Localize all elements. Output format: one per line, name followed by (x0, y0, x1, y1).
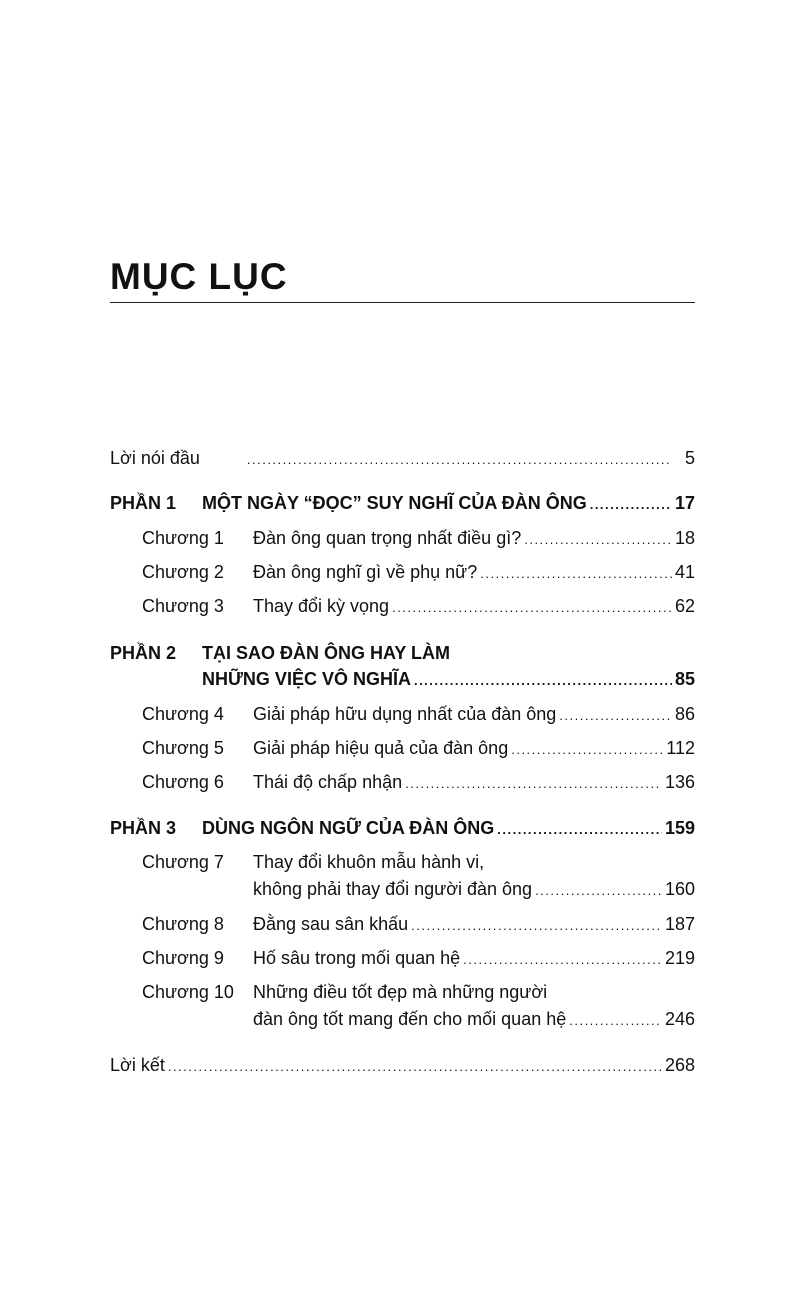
page-number: 17 (674, 493, 695, 513)
dot-leader (569, 1008, 662, 1034)
page-number: 187 (664, 914, 695, 934)
page-title: MỤC LỤC (110, 256, 288, 297)
chapter-title: Đàn ông quan trọng nhất điều gì? (253, 528, 522, 548)
dot-leader (559, 703, 672, 729)
page-number: 62 (674, 596, 695, 616)
page-number: 5 (684, 448, 695, 468)
chapter-title-line-1: Những điều tốt đẹp mà những người (253, 982, 548, 1002)
toc-part-3[interactable] (110, 815, 695, 841)
chapter-title: Giải pháp hiệu quả của đàn ông (253, 738, 509, 758)
page-number: 246 (664, 1009, 695, 1029)
chapter-title-line-2: đàn ông tốt mang đến cho mối quan hệ (253, 1009, 567, 1029)
dot-leader (405, 771, 662, 797)
part-label: PHẦN 2 (110, 643, 177, 663)
page-number: 41 (674, 562, 695, 582)
toc-chapter-5[interactable] (142, 735, 695, 761)
page-number: 159 (664, 818, 695, 838)
chapter-title: Thái độ chấp nhận (253, 772, 403, 792)
chapter-label: Chương 9 (142, 948, 224, 968)
chapter-label: Chương 1 (142, 528, 224, 548)
toc-part-2[interactable] (202, 666, 695, 692)
toc-chapter-7-heading[interactable] (142, 849, 484, 875)
toc-chapter-1[interactable] (142, 525, 695, 551)
toc-chapter-8[interactable] (142, 911, 695, 937)
toc-chapter-6[interactable] (142, 769, 695, 795)
part-title: MỘT NGÀY “ĐỌC” SUY NGHĨ CỦA ĐÀN ÔNG (202, 493, 587, 513)
toc-part-2-heading[interactable] (110, 640, 450, 666)
toc-chapter-10[interactable] (253, 1006, 695, 1032)
page-number: 136 (664, 772, 695, 792)
entry-label: Lời kết (110, 1055, 165, 1075)
chapter-title: Thay đổi kỳ vọng (253, 596, 390, 616)
part-label: PHẦN 3 (110, 818, 177, 838)
toc-entry-afterword[interactable] (110, 1052, 695, 1078)
dot-leader (497, 817, 662, 843)
dot-leader (168, 1054, 662, 1080)
toc-chapter-3[interactable] (142, 593, 695, 619)
chapter-title: Giải pháp hữu dụng nhất của đàn ông (253, 704, 557, 724)
toc-chapter-2[interactable] (142, 559, 695, 585)
chapter-label: Chương 10 (142, 982, 234, 1002)
toc-entry-preface[interactable] (110, 445, 695, 471)
toc-chapter-10-heading[interactable] (142, 979, 547, 1005)
entry-label: Lời nói đầu (110, 448, 200, 468)
page-number: 268 (664, 1055, 695, 1075)
chapter-label: Chương 7 (142, 852, 224, 872)
page-number: 160 (664, 879, 695, 899)
chapter-label: Chương 4 (142, 704, 224, 724)
dot-leader (414, 668, 672, 694)
dot-leader (392, 595, 672, 621)
chapter-label: Chương 3 (142, 596, 224, 616)
part-label: PHẦN 1 (110, 493, 177, 513)
toc-part-1[interactable] (110, 490, 695, 516)
chapter-label: Chương 6 (142, 772, 224, 792)
chapter-label: Chương 2 (142, 562, 224, 582)
chapter-title: Đàn ông nghĩ gì về phụ nữ? (253, 562, 478, 582)
page-number: 85 (674, 669, 695, 689)
table-of-contents (110, 0, 695, 1300)
dot-leader (463, 947, 662, 973)
chapter-label: Chương 5 (142, 738, 224, 758)
toc-chapter-4[interactable] (142, 701, 695, 727)
chapter-title: Hố sâu trong mối quan hệ (253, 948, 461, 968)
dot-leader (247, 447, 672, 473)
dot-leader (411, 913, 662, 939)
part-title: DÙNG NGÔN NGỮ CỦA ĐÀN ÔNG (202, 818, 495, 838)
part-title-line-1: TẠI SAO ĐÀN ÔNG HAY LÀM (202, 643, 451, 663)
dot-leader (590, 492, 672, 518)
chapter-title-line-2: không phải thay đổi người đàn ông (253, 879, 533, 899)
chapter-title-line-1: Thay đổi khuôn mẫu hành vi, (253, 852, 485, 872)
chapter-label: Chương 8 (142, 914, 224, 934)
toc-chapter-7[interactable] (253, 876, 695, 902)
part-title-line-2: NHỮNG VIỆC VÔ NGHĨA (202, 669, 411, 689)
dot-leader (524, 527, 672, 553)
dot-leader (535, 878, 662, 904)
page-number: 18 (674, 528, 695, 548)
page-number: 86 (674, 704, 695, 724)
page-number: 219 (664, 948, 695, 968)
chapter-title: Đằng sau sân khấu (253, 914, 409, 934)
dot-leader (511, 737, 663, 763)
page-number: 112 (666, 738, 695, 758)
toc-chapter-9[interactable] (142, 945, 695, 971)
dot-leader (480, 561, 672, 587)
